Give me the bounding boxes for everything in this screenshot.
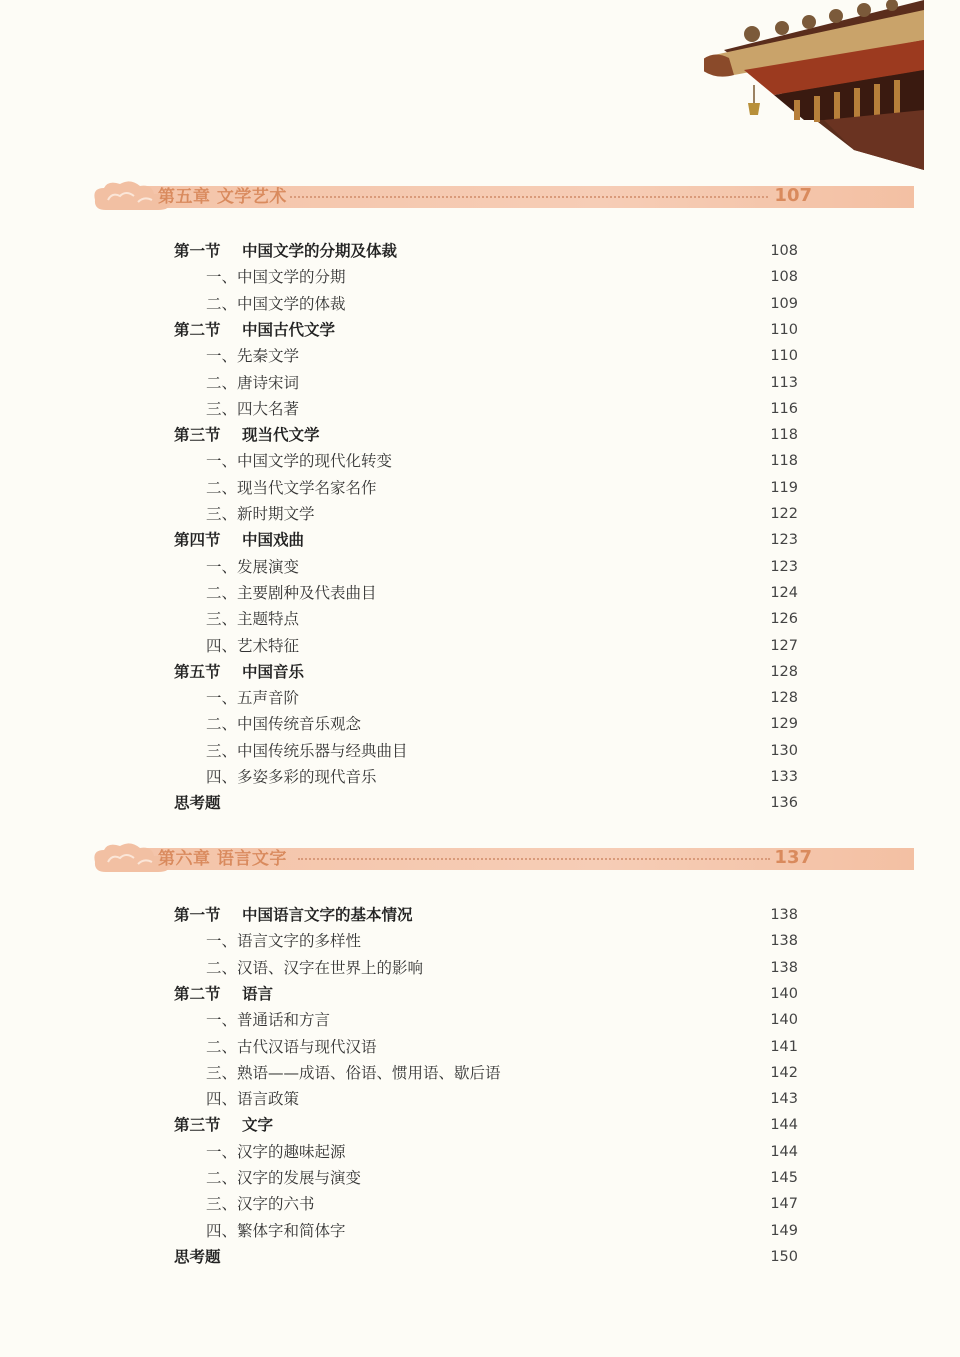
section-title: 中国古代文学 [242, 319, 336, 339]
section-number: 第二节 [174, 983, 221, 1003]
section-number: 第三节 [174, 425, 221, 445]
page-number: 110 [770, 321, 798, 338]
subsection-title: 二、汉语、汉字在世界上的影响 [206, 958, 424, 977]
toc-subsection-row [0, 955, 960, 981]
page-number: 122 [770, 506, 798, 522]
page-number: 143 [770, 1091, 798, 1108]
chapter-title: 第五章 文学艺术 [158, 187, 287, 207]
exercise-title: 思考题 [174, 1246, 221, 1266]
chapter-page-number: 137 [774, 847, 812, 868]
toc-subsection-row [0, 396, 960, 422]
toc-subsection-row [0, 264, 960, 290]
page-number: 123 [770, 532, 798, 549]
page-number: 140 [770, 985, 798, 1002]
page-number: 133 [770, 769, 798, 785]
subsection-title: 三、四大名著 [206, 399, 300, 418]
toc-subsection-row [0, 1218, 960, 1244]
page-number: 144 [770, 1117, 798, 1134]
subsection-title: 一、五声音阶 [206, 689, 300, 708]
subsection-title: 三、熟语——成语、俗语、惯用语、歇后语 [206, 1063, 501, 1082]
subsection-title: 四、多姿多彩的现代音乐 [206, 768, 377, 786]
subsection-title: 三、主题特点 [206, 610, 300, 629]
page-number: 127 [770, 637, 798, 654]
page-number: 124 [770, 584, 798, 601]
toc-subsection-row [0, 1191, 960, 1217]
section-title: 语言 [242, 983, 274, 1003]
toc-section-row [0, 902, 960, 928]
page-number: 138 [770, 907, 798, 923]
section-title: 中国音乐 [242, 661, 305, 681]
toc-subsection-row [0, 501, 960, 527]
section-title: 文字 [242, 1115, 274, 1135]
page-number: 138 [770, 933, 798, 950]
subsection-title: 一、普通话和方言 [206, 1011, 331, 1030]
subsection-title: 一、发展演变 [206, 557, 300, 576]
dot-leader [298, 858, 770, 860]
toc-subsection-row [0, 448, 960, 474]
subsection-title: 二、中国文学的体裁 [206, 294, 346, 313]
toc-subsection-row [0, 343, 960, 369]
subsection-title: 一、语言文字的多样性 [206, 932, 362, 951]
toc-subsection-row [0, 1165, 960, 1191]
section-title: 中国语言文字的基本情况 [242, 905, 413, 924]
subsection-title: 三、新时期文学 [206, 505, 315, 523]
section-title: 现当代文学 [242, 425, 320, 445]
toc-section-row [0, 422, 960, 448]
page-number: 149 [770, 1222, 798, 1239]
subsection-title: 三、中国传统乐器与经典曲目 [206, 741, 408, 760]
subsection-title: 四、语言政策 [206, 1090, 300, 1109]
subsection-title: 一、汉字的趣味起源 [206, 1142, 346, 1161]
page-number: 130 [770, 742, 798, 759]
toc-subsection-row [0, 633, 960, 659]
page-number: 150 [770, 1248, 798, 1265]
page-number: 109 [770, 295, 798, 312]
page-number: 144 [770, 1143, 798, 1160]
toc-subsection-row [0, 1086, 960, 1112]
page-number: 147 [770, 1196, 798, 1213]
roof-eave-illustration [704, 0, 924, 170]
toc-section-row [0, 981, 960, 1007]
toc-subsection-row [0, 370, 960, 396]
page-number: 142 [770, 1064, 798, 1081]
toc-section-row [0, 1112, 960, 1138]
section-number: 第三节 [174, 1115, 221, 1135]
page-number: 128 [770, 663, 798, 680]
section-number: 第二节 [174, 319, 221, 339]
subsection-title: 三、汉字的六书 [206, 1195, 315, 1214]
page-number: 116 [770, 400, 798, 417]
page-number: 140 [770, 1012, 798, 1029]
page-number: 118 [770, 453, 798, 470]
toc-subsection-row [0, 1139, 960, 1165]
page-number: 108 [770, 269, 798, 286]
subsection-title: 四、艺术特征 [206, 636, 300, 655]
page-number: 108 [770, 243, 798, 259]
toc-subsection-row [0, 1034, 960, 1060]
section-title: 中国戏曲 [242, 530, 305, 550]
toc-subsection-row [0, 291, 960, 317]
toc-subsection-row [0, 738, 960, 764]
page-number: 110 [770, 348, 798, 365]
page-number: 136 [770, 795, 798, 812]
dot-leader [290, 196, 768, 198]
page-number: 126 [770, 611, 798, 628]
toc-subsection-row [0, 580, 960, 606]
toc-subsection-row [0, 711, 960, 737]
chapter-banner [90, 182, 914, 212]
toc-exercise-row [0, 790, 960, 816]
toc-section-row [0, 238, 960, 264]
page-number: 128 [770, 690, 798, 707]
toc-subsection-row [0, 475, 960, 501]
page-number: 113 [770, 374, 798, 391]
toc-subsection-row [0, 554, 960, 580]
toc-subsection-row [0, 1007, 960, 1033]
exercise-title: 思考题 [174, 793, 221, 813]
section-number: 第一节 [174, 905, 221, 924]
section-title: 中国文学的分期及体裁 [242, 241, 398, 260]
toc-exercise-row [0, 1244, 960, 1270]
chapter-title: 第六章 语言文字 [158, 849, 287, 869]
page-number: 129 [770, 716, 798, 733]
chapter-banner [90, 844, 914, 874]
toc-subsection-row [0, 764, 960, 790]
subsection-title: 二、现当代文学名家名作 [206, 478, 377, 497]
subsection-title: 二、唐诗宋词 [206, 373, 300, 392]
toc-subsection-row [0, 606, 960, 632]
toc-section-row [0, 317, 960, 343]
toc-section-row [0, 659, 960, 685]
section-number: 第一节 [174, 241, 221, 260]
subsection-title: 二、古代汉语与现代汉语 [206, 1037, 377, 1056]
section-number: 第四节 [174, 530, 221, 550]
page-number: 145 [770, 1170, 798, 1186]
subsection-title: 四、繁体字和简体字 [206, 1221, 346, 1240]
subsection-title: 二、汉字的发展与演变 [206, 1169, 362, 1187]
subsection-title: 一、中国文学的分期 [206, 268, 346, 287]
page-number: 123 [770, 558, 798, 575]
chapter-page-number: 107 [774, 185, 812, 206]
page-number: 141 [770, 1038, 798, 1055]
toc-subsection-row [0, 685, 960, 711]
page-number: 138 [770, 959, 798, 976]
toc-subsection-row [0, 1060, 960, 1086]
toc-subsection-row [0, 928, 960, 954]
subsection-title: 二、主要剧种及代表曲目 [206, 583, 377, 602]
section-number: 第五节 [174, 661, 221, 681]
page-number: 118 [770, 427, 798, 444]
page-number: 119 [770, 479, 798, 496]
subsection-title: 一、中国文学的现代化转变 [206, 452, 393, 471]
subsection-title: 二、中国传统音乐观念 [206, 715, 362, 734]
toc-section-row [0, 527, 960, 553]
subsection-title: 一、先秦文学 [206, 347, 300, 366]
